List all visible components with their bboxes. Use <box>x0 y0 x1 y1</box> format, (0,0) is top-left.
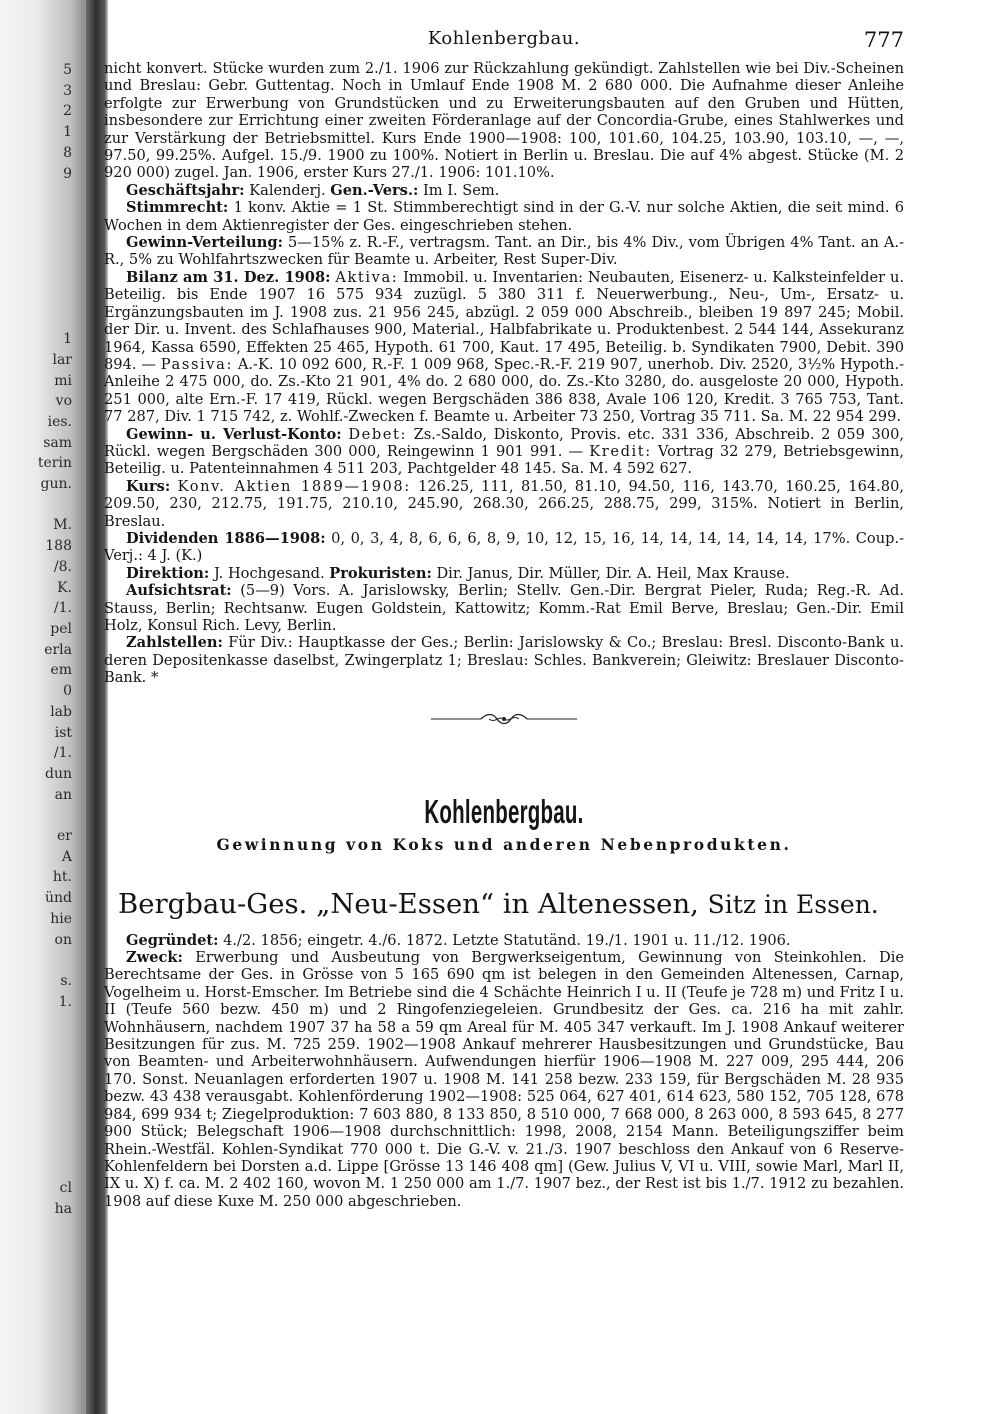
margin-fragment: A <box>61 848 72 865</box>
margin-fragment <box>0 308 72 329</box>
paying-agents-text: Für Div.: Hauptkasse der Ges.; Berlin: Jarislowsky & Co.; Breslau: Bresl. Disconto-Bank u. deren Depositenkasse daselbst, Zwingerplatz 1; Breslau: Schles. Bankverein; Gleiwitz: Breslauer Disconto-Bank. * <box>104 634 904 687</box>
margin-fragment: 1 <box>63 124 72 141</box>
margin-fragment <box>0 1240 72 1261</box>
margin-fragment: ht. <box>52 869 72 886</box>
margin-fragment: gun. <box>40 476 72 493</box>
margin-fragment <box>0 1157 72 1178</box>
margin-fragment: /1. <box>53 600 72 617</box>
decorative-separator-ornament <box>429 711 579 727</box>
margin-fragment <box>0 1012 72 1033</box>
procurators-label: Prokuristen: <box>329 564 432 582</box>
margin-fragment: ünd <box>45 890 72 907</box>
company-entry <box>104 932 904 1211</box>
margin-fragment <box>0 246 72 267</box>
margin-fragment: er <box>57 828 72 845</box>
margin-fragment: sam <box>43 434 72 451</box>
margin-fragment: 2 <box>63 103 72 120</box>
margin-fragment: ha <box>54 1200 72 1217</box>
supervisory-board-text: (5—9) Vors. A. Jarislowsky, Berlin; Stellv. Gen.-Dir. Bergrat Pieler, Ruda; Reg.-R. Ad. Stauss, Berlin; Rechtsanw. Eugen Goldstein, Kattowitz; Komm.-Rat Emil Berve, Breslau; Gen.-Dir. Emil Holz, Konsul Rich. Levy, Berlin. <box>104 582 905 634</box>
margin-fragment: mi <box>54 372 72 389</box>
margin-fragment: /8. <box>53 558 72 575</box>
margin-fragment: 0 <box>63 683 72 700</box>
voting-rights-text: 1 konv. Aktie = 1 St. Stimmberechtigt sind in der G.-V. nur solche Aktien, die seit mind. 6 Wochen in dem Aktienregister der Ges. eingeschrieben stehen. <box>104 199 904 234</box>
debit-label: Debet: <box>348 425 408 443</box>
margin-fragment: 5 <box>63 62 72 78</box>
purpose-text: Erwerbung und Ausbeutung von Bergwerkseigentum, Gewinnung von Steinkohlen. Die Berechtsame der Ges. in Grösse von 5 165 690 qm ist belegen in den Gemeinden Altenessen, Carnap, Vogelheim u. Horst-Emscher. Im Betriebe sind die 4 Schächte Heinrich I u. II (Teufe je 728 m) und Fritz I u. II (Teufe 560 bezw. 450 m) und 2 Ringofenziegeleien. Grundbesitz der Ges. ca. 216 ha mit zahlr. Wohnhäusern, nachdem 1907 37 ha 58 a 59 qm Areal für M. 405 347 verkauft. Im J. 1908 Ankauf weiterer Besitzungen für zus. M. 725 259. 1902—1908 Ankauf mehrerer Hausbesitzungen und Grundstücke, Bau von Beamten- und Arbeiterwohnhäusern. Aufwendungen hierfür 1906—1908 M. 227 009, 295 444, 206 170. Sonst. Neuanlagen erforderten 1907 u. 1908 M. 141 258 bezw. 233 159, für Bergschäden M. 28 935 bezw. 43 438 verausgabt. Kohlenförderung 1902—1908: 525 064, 627 401, 614 623, 580 152, 705 128, 678 984, 699 934 t; Ziegelproduktion: 7 603 880, 8 133 850, 8 510 000, 7 668 000, 8 263 000, 8 593 645, 8 277 900 Stück; Belegschaft 1906—1908 durchschnittlich: 1998, 2008, 2154 Mann. Beteiligungsziffer beim Rhein.-Westfäl. Kohlen-Syndikat 770 000 t. Die G.-V. v. 21./3. 1907 beschloss den Ankauf von 6 Reserve-Kohlenfeldern bei Dorsten a.d. Lippe [Grösse 13 146 408 qm] (Gew. Julius V, VI u. VIII, sowie Marl, Marl II, IX u. X) f. ca. M. 2 402 160, wovon M. 1 250 000 am 1./7. 1907 bez., der Rest ist bis 1./7. 1912 zu bezahlen. 1908 auf diese Kuxe M. 250 000 abgeschrieben. <box>104 949 904 1210</box>
margin-fragment: s. <box>60 972 72 989</box>
credit-label: Kredit: <box>589 442 652 460</box>
running-title: Kohlenbergbau. <box>427 28 581 49</box>
margin-fragment: lab <box>50 703 72 720</box>
margin-fragment <box>0 1116 72 1137</box>
previous-company-entry <box>104 60 904 687</box>
management-label: Direktion: <box>126 564 210 582</box>
margin-fragment <box>0 1033 72 1054</box>
founded-label: Gegründet: <box>126 931 219 949</box>
company-name: Bergbau-Ges. „Neu-Essen“ in Altenessen, <box>118 887 699 920</box>
running-header <box>104 28 904 60</box>
founded-text: 4./2. 1856; eingetr. 4./6. 1872. Letzte Statutänd. 19./1. 1901 u. 11./12. 1906. <box>223 931 791 949</box>
margin-fragment: on <box>54 931 72 948</box>
margin-fragment: erla <box>44 641 72 658</box>
margin-fragment <box>0 805 72 826</box>
margin-fragment <box>0 495 72 516</box>
margin-fragment <box>0 226 72 247</box>
facing-page-margin-fragments <box>0 60 72 1217</box>
margin-fragment: vo <box>55 393 72 410</box>
price-label: Kurs: <box>126 477 171 495</box>
profit-loss-paragraph <box>104 426 904 478</box>
liabilities-text: A.-K. 10 092 600, R.-F. 1 009 968, Spec.-R.-F. 219 907, unerhob. Div. 2520, 3½% Hypoth.-Anleihe 2 475 000, do. Zs.-Kto 21 901, 4% do. 2 680 000, do. Zs.-Kto 3280, do. ausgeloste 20 000, Hypoth. 251 000, alte Ern.-F. 17 419, Rückl. wegen Bergschäden 386 838, Avale 106 120, Kredit. 3 765 753, Tant. 77 287, Div. 1 715 742, z. Wohlf.-Zwecken f. Beamte u. Arbeiter 73 250, Vortrag 35 711. Sa. M. 22 954 299. <box>104 355 905 426</box>
management-text: J. Hochgesand. <box>213 564 325 582</box>
margin-fragment <box>0 1302 72 1323</box>
margin-fragment: ies. <box>47 413 72 430</box>
margin-fragment: M. <box>53 517 72 534</box>
margin-fragment <box>0 1095 72 1116</box>
debit-text: Zs.-Saldo, Diskonto, Provis. etc. 331 336, Abschreib. 2 059 300, Rückl. wegen Bergschäden 300 000, Reingewinn 1 901 991. — <box>104 425 904 460</box>
paying-agents-label: Zahlstellen: <box>126 634 223 652</box>
assets-label: Aktiva: <box>335 268 399 286</box>
margin-fragment <box>0 1219 72 1240</box>
margin-fragment: 1 <box>63 331 72 348</box>
supervisory-board-label: Aufsichtsrat: <box>126 582 232 600</box>
margin-fragment <box>0 1137 72 1158</box>
margin-fragment <box>0 950 72 971</box>
liabilities-label: Passiva: <box>160 355 233 373</box>
margin-fragment: em <box>50 662 72 679</box>
bond-paragraph: nicht konvert. Stücke wurden zum 2./1. 1906 zur Rückzahlung gekündigt. Zahlstellen wie bei Div.-Scheinen und Breslau: Gebr. Guttentag. Noch in Umlauf Ende 1908 M. 2 680 000. Die Aufnahme dieser Anleihe erfolgte zur Erwerbung von Grundstücken und zu Erweiterungsbauten auf den Gruben und Hütten, insbesondere zur Errichtung einer zweiten Förderanlage auf der Concordia-Grube, eines Stahlwerkes und zur Verstärkung der Betriebsmittel. Kurs Ende 1900—1908: 100, 101.60, 104.25, 103.90, 103.10, —, —, 97.50, 99.25%. Aufgel. 15./9. 1900 zu 100%. Notiert in Berlin u. Breslau. Die auf 4% abgest. Stücke (M. 2 920 000) zugel. Jan. 1906, erster Kurs 27./1. 1906: 101.10%. <box>104 60 904 182</box>
section-title: Kohlenbergbau. <box>424 792 584 830</box>
margin-fragment <box>0 184 72 205</box>
profit-loss-label: Gewinn- u. Verlust-Konto: <box>126 425 342 443</box>
margin-fragment <box>0 288 72 309</box>
profit-distribution-label: Gewinn-Verteilung: <box>126 234 283 252</box>
founded-paragraph <box>104 932 904 949</box>
margin-fragment <box>0 1323 72 1344</box>
margin-fragment: 3 <box>63 82 72 99</box>
business-year-text: Kalenderj. <box>249 181 326 199</box>
company-heading <box>118 888 904 920</box>
management-paragraph <box>104 565 904 582</box>
paying-agents-paragraph <box>104 634 904 686</box>
margin-fragment: /1. <box>53 745 72 762</box>
margin-fragment: 9 <box>63 165 72 182</box>
page-content <box>104 28 904 1398</box>
purpose-label: Zweck: <box>126 949 183 967</box>
margin-fragment: an <box>54 786 72 803</box>
balance-sheet-label: Bilanz am 31. Dez. 1908: <box>126 268 331 286</box>
general-meeting-text: Im I. Sem. <box>423 181 500 199</box>
margin-fragment <box>0 1054 72 1075</box>
supervisory-board-paragraph <box>104 582 904 634</box>
margin-fragment: pel <box>50 620 72 637</box>
margin-fragment: terin <box>37 455 72 472</box>
dividends-text: 0, 0, 3, 4, 8, 6, 6, 6, 8, 9, 10, 12, 15, 16, 14, 14, 14, 14, 14, 14, 17%. Coup.-Verj.: 4 J. (K.) <box>104 529 905 565</box>
margin-fragment <box>0 1281 72 1302</box>
margin-fragment <box>0 1074 72 1095</box>
price-paragraph <box>104 478 904 530</box>
dividends-label: Dividenden 1886—1908: <box>126 529 326 547</box>
section-subtitle: Gewinnung von Koks und anderen Nebenprodukten. <box>216 834 792 854</box>
page-number: 777 <box>863 28 904 52</box>
margin-fragment: cl <box>59 1179 72 1196</box>
credit-text: Vortrag 32 279, Betriebsgewinn, Beteilig. u. Patenteinnahmen 4 511 203, Pachtgelder 48 145. Sa. M. 4 592 627. <box>104 442 904 478</box>
business-year-label: Geschäftsjahr: <box>126 181 245 199</box>
dividends-paragraph <box>104 530 904 565</box>
margin-fragment: dun <box>45 765 72 782</box>
procurators-text: Dir. Janus, Dir. Müller, Dir. A. Heil, Max Krause. <box>436 564 790 582</box>
profit-distribution-paragraph <box>104 234 904 269</box>
voting-rights-paragraph <box>104 199 904 234</box>
general-meeting-label: Gen.-Vers.: <box>330 181 419 199</box>
assets-text: Immobil. u. Inventarien: Neubauten, Eisenerz- u. Kalksteinfelder u. Beteilig. bis Ende 1907 16 575 934 zuzügl. 5 380 311 f. Neuerwerbung., Neu-, Um-, Ersatz- u. Ergänzungsbauten im J. 1908 zus. 21 956 245, abzügl. 2 059 000 Abschreib., bleiben 19 897 245; Mobil. der Dir. u. Invent. des Schlafhauses 900, Material., Halbfabrikate u. Produktenbest. 2 544 144, Assekuranz 1964, Kassa 6590, Effekten 25 465, Hypoth. 61 700, Kaut. 17 495, Beteilig. b. Syndikaten 7900, Debit. 390 894. — <box>104 268 904 373</box>
margin-fragment: 8 <box>63 144 72 161</box>
margin-fragment: 188 <box>45 538 72 555</box>
margin-fragment <box>0 205 72 226</box>
price-text: 126.25, 111, 81.50, 81.10, 94.50, 116, 143.70, 160.25, 164.80, 209.50, 230, 212.75, 191.75, 210.10, 245.90, 268.30, 266.25, 288.75, 299, 315%. Notiert in Berlin, Breslau. <box>104 477 905 530</box>
balance-sheet-paragraph <box>104 269 904 426</box>
purpose-paragraph <box>104 949 904 1210</box>
voting-rights-label: Stimmrecht: <box>126 199 229 217</box>
company-seat: Sitz in Essen. <box>707 889 879 919</box>
margin-fragment: hie <box>50 910 72 927</box>
profit-distribution-text: 5—15% z. R.-F., vertragsm. Tant. an Dir., bis 4% Div., vom Übrigen 4% Tant. an A.-R., 5% zu Wohlfahrtszwecken für Beamte u. Arbeiter, Rest Super-Div. <box>104 234 905 269</box>
margin-fragment: 1. <box>58 993 72 1010</box>
business-year-line <box>104 182 904 199</box>
margin-fragment: ist <box>54 724 72 741</box>
margin-fragment: lar <box>52 351 72 368</box>
margin-fragment <box>0 267 72 288</box>
margin-fragment: K. <box>57 579 72 596</box>
price-head: Konv. Aktien 1889—1908: <box>177 477 411 495</box>
margin-fragment <box>0 1261 72 1282</box>
